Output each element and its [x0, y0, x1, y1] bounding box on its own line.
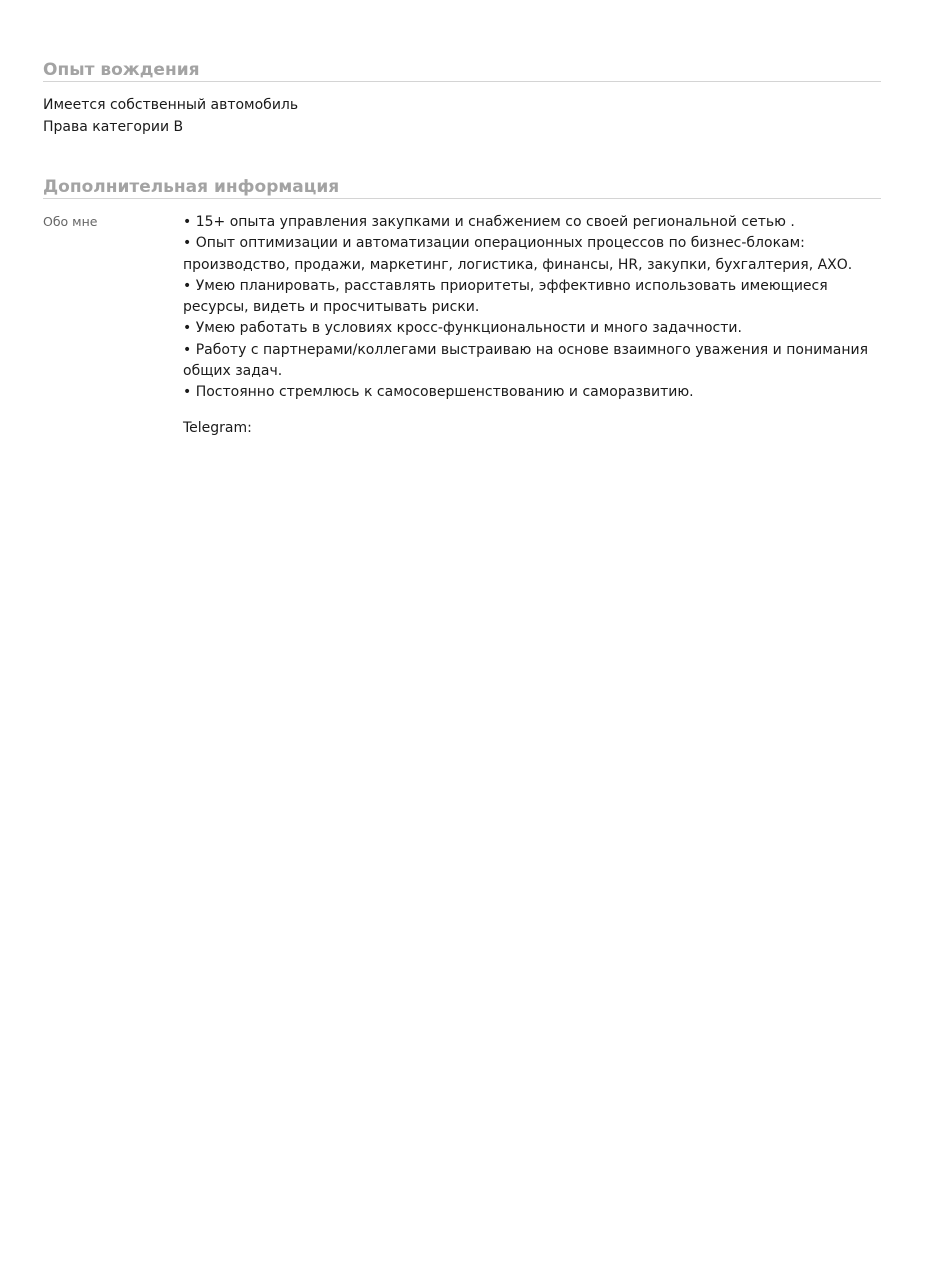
about-bullet: • 15+ опыта управления закупками и снабжением со своей региональной сетью . — [183, 214, 795, 230]
driving-car-line: Имеется собственный автомобиль — [43, 97, 299, 113]
about-bullet: • Умею работать в условиях кросс-функциональности и много задачности. — [183, 320, 742, 337]
section-title-additional: Дополнительная информация — [43, 177, 881, 199]
about-label: Обо мне — [43, 214, 98, 229]
driving-details — [43, 94, 881, 138]
about-bullet: • Опыт оптимизации и автоматизации операционных процессов по бизнес-блокам: производство, продажи, маркетинг, логистика, финансы, HR, закупки, бухгалтерия, АХО. — [183, 235, 853, 273]
driving-license-line: Права категории B — [43, 119, 184, 135]
about-bullet: • Умею планировать, расставлять приоритеты, эффективно использовать имеющиеся ресурсы, видеть и просчитывать риски. — [183, 277, 828, 316]
about-bullet: • Работу с партнерами/коллегами выстраиваю на основе взаимного уважения и понимания общих задач. — [183, 341, 869, 380]
about-text — [183, 212, 881, 439]
additional-info-section — [43, 177, 881, 439]
section-title-driving: Опыт вождения — [43, 60, 881, 82]
about-row — [43, 212, 881, 439]
about-bullet: • Постоянно стремлюсь к самосовершенствованию и саморазвитию. — [183, 384, 694, 401]
telegram-label: Telegram: — [183, 419, 252, 436]
driving-experience-section — [43, 60, 881, 138]
